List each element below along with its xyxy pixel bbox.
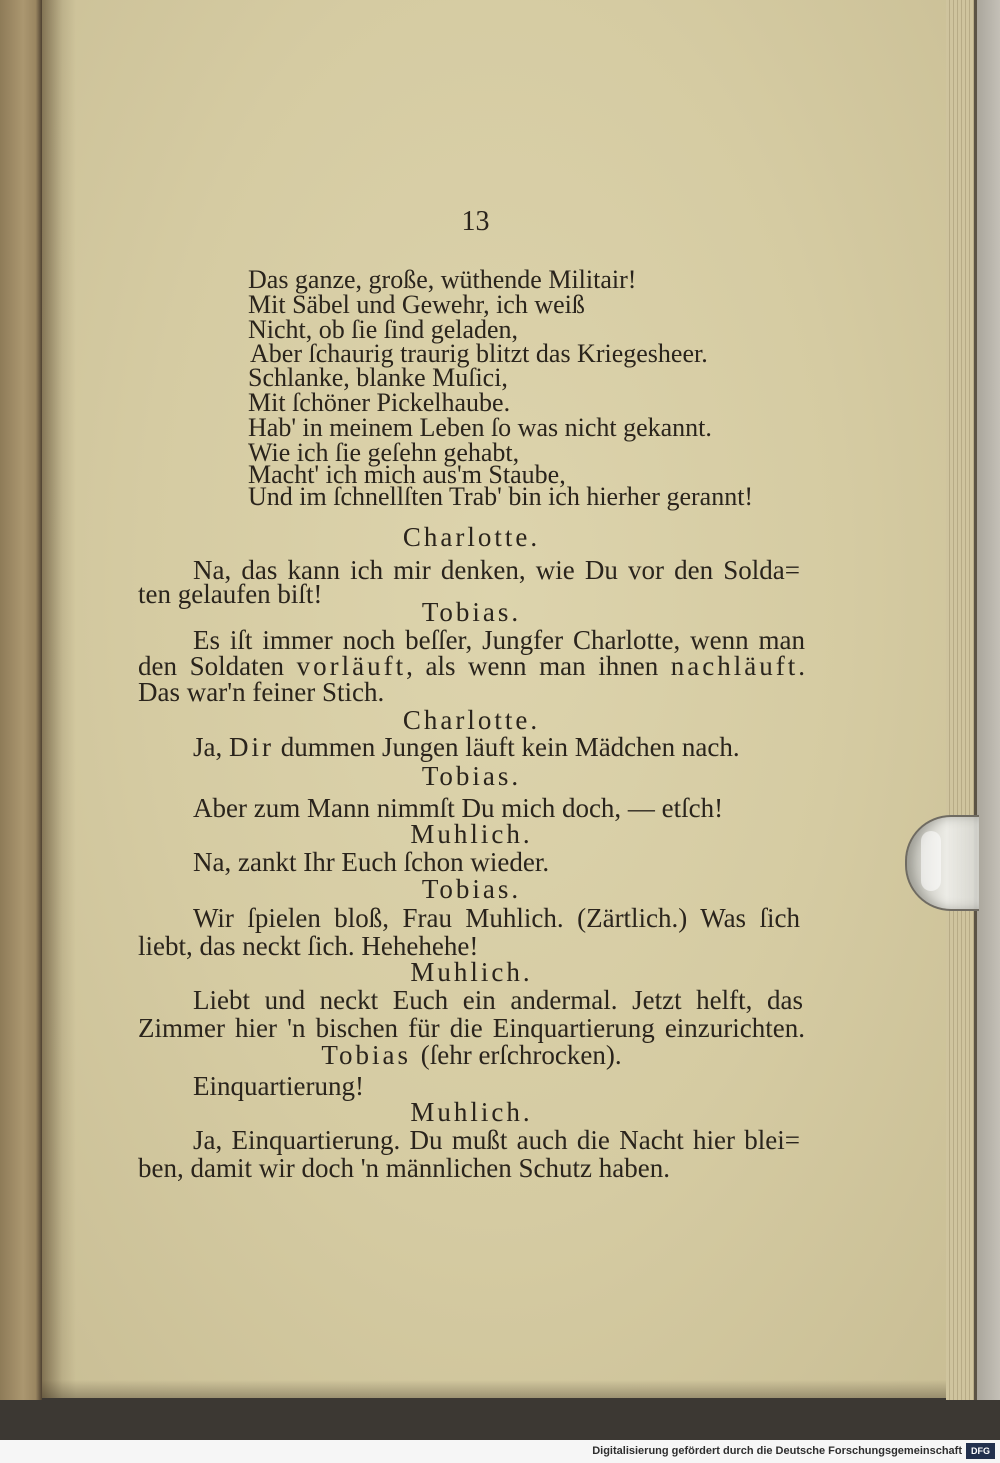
verse-line: Mit ſchöner Pickelhaube. <box>248 388 511 417</box>
dialogue-line: ben, damit wir doch 'n männlichen Schutz haben. <box>138 1153 670 1183</box>
dialogue-line <box>138 653 805 679</box>
stage-direction: (ſehr erſchrocken). <box>420 1040 622 1070</box>
verse-line: Und im ſchnellſten Trab' bin ich hierher gerannt! <box>248 482 754 511</box>
dialogue-line: Wir ſpielen bloß, Frau Muhlich. (Zärtlich.) Was ſich <box>193 903 800 933</box>
dialogue-line: Ja, Einquartierung. Du mußt auch die Nacht hier blei= <box>193 1125 800 1155</box>
speaker-heading: Muhlich. <box>410 1097 533 1127</box>
speaker-heading: Muhlich. <box>410 819 533 849</box>
speaker-heading: Tobias. <box>421 761 522 791</box>
verse-line: Nicht, ob ſie ſind geladen, <box>248 315 519 344</box>
dialogue-line: Na, das kann ich mir denken, wie Du vor den Solda= <box>193 555 800 585</box>
dialogue-line: liebt, das neckt ſich. Hehehehe! <box>138 931 479 961</box>
speaker-heading: Tobias. <box>421 597 522 627</box>
page-bottom-shadow <box>42 1380 948 1398</box>
verse-line: Das ganze, große, wüthende Militair! <box>248 265 637 294</box>
page-clip-highlight <box>921 831 941 891</box>
dialogue-line: Es iſt immer noch beſſer, Jungfer Charlotte, wenn man <box>193 625 805 655</box>
speaker-heading <box>138 1042 805 1068</box>
emphasized-word: vorläuft <box>296 651 407 681</box>
speaker-heading: Muhlich. <box>410 957 533 987</box>
dialogue-line: Liebt und neckt Euch ein andermal. Jetzt helft, das <box>193 985 803 1015</box>
verse-line: Schlanke, blanke Muſici, <box>248 363 508 392</box>
verse-line: Aber ſchaurig traurig blitzt das Kriegesheer. <box>250 339 708 368</box>
speaker-name: Tobias <box>321 1040 411 1070</box>
page-number: 13 <box>461 206 490 237</box>
verse-line: Hab' in meinem Leben ſo was nicht gekannt. <box>248 413 712 442</box>
emphasized-word: nachläuft <box>670 651 799 681</box>
verse-line: Mit Säbel und Gewehr, ich weiß <box>248 290 585 319</box>
speaker-heading: Charlotte. <box>402 705 541 735</box>
footer-credit: Digitalisierung gefördert durch die Deutsche Forschungsgemeinschaft <box>592 1445 962 1457</box>
dialogue-text: , als wenn man ihnen <box>406 651 671 681</box>
dialogue-line: Na, zankt Ihr Euch ſchon wieder. <box>193 847 550 877</box>
gutter-shadow <box>42 0 76 1398</box>
dialogue-line: ten gelaufen biſt! <box>138 579 323 609</box>
left-page-edge <box>0 0 42 1400</box>
speaker-heading: Charlotte. <box>402 522 541 552</box>
dfg-logo: DFG <box>966 1443 995 1459</box>
verse-line: Macht' ich mich aus'm Staube, <box>248 460 566 489</box>
dialogue-text: dummen Jungen läuft kein Mädchen nach. <box>274 732 740 762</box>
dialogue-line: Einquartierung! <box>193 1071 364 1101</box>
page-edges-right <box>946 0 977 1400</box>
dialogue-line: Aber zum Mann nimmſt Du mich doch, — etſch! <box>193 793 724 823</box>
speaker-heading: Tobias. <box>421 874 522 904</box>
emphasized-word: Dir <box>229 732 274 762</box>
dialogue-text: den Soldaten <box>138 651 297 681</box>
scan-background-right <box>977 0 1000 1400</box>
dialogue-line: Zimmer hier 'n bischen für die Einquartierung einzurichten. <box>138 1013 805 1043</box>
digitization-footer <box>0 1440 1000 1463</box>
dialogue-line: Das war'n feiner Stich. <box>138 677 385 707</box>
dialogue-text: . <box>798 651 805 681</box>
verse-line: Wie ich ſie geſehn gehabt, <box>248 438 520 467</box>
dialogue-line <box>193 734 740 760</box>
dialogue-text: Ja, <box>193 732 229 762</box>
